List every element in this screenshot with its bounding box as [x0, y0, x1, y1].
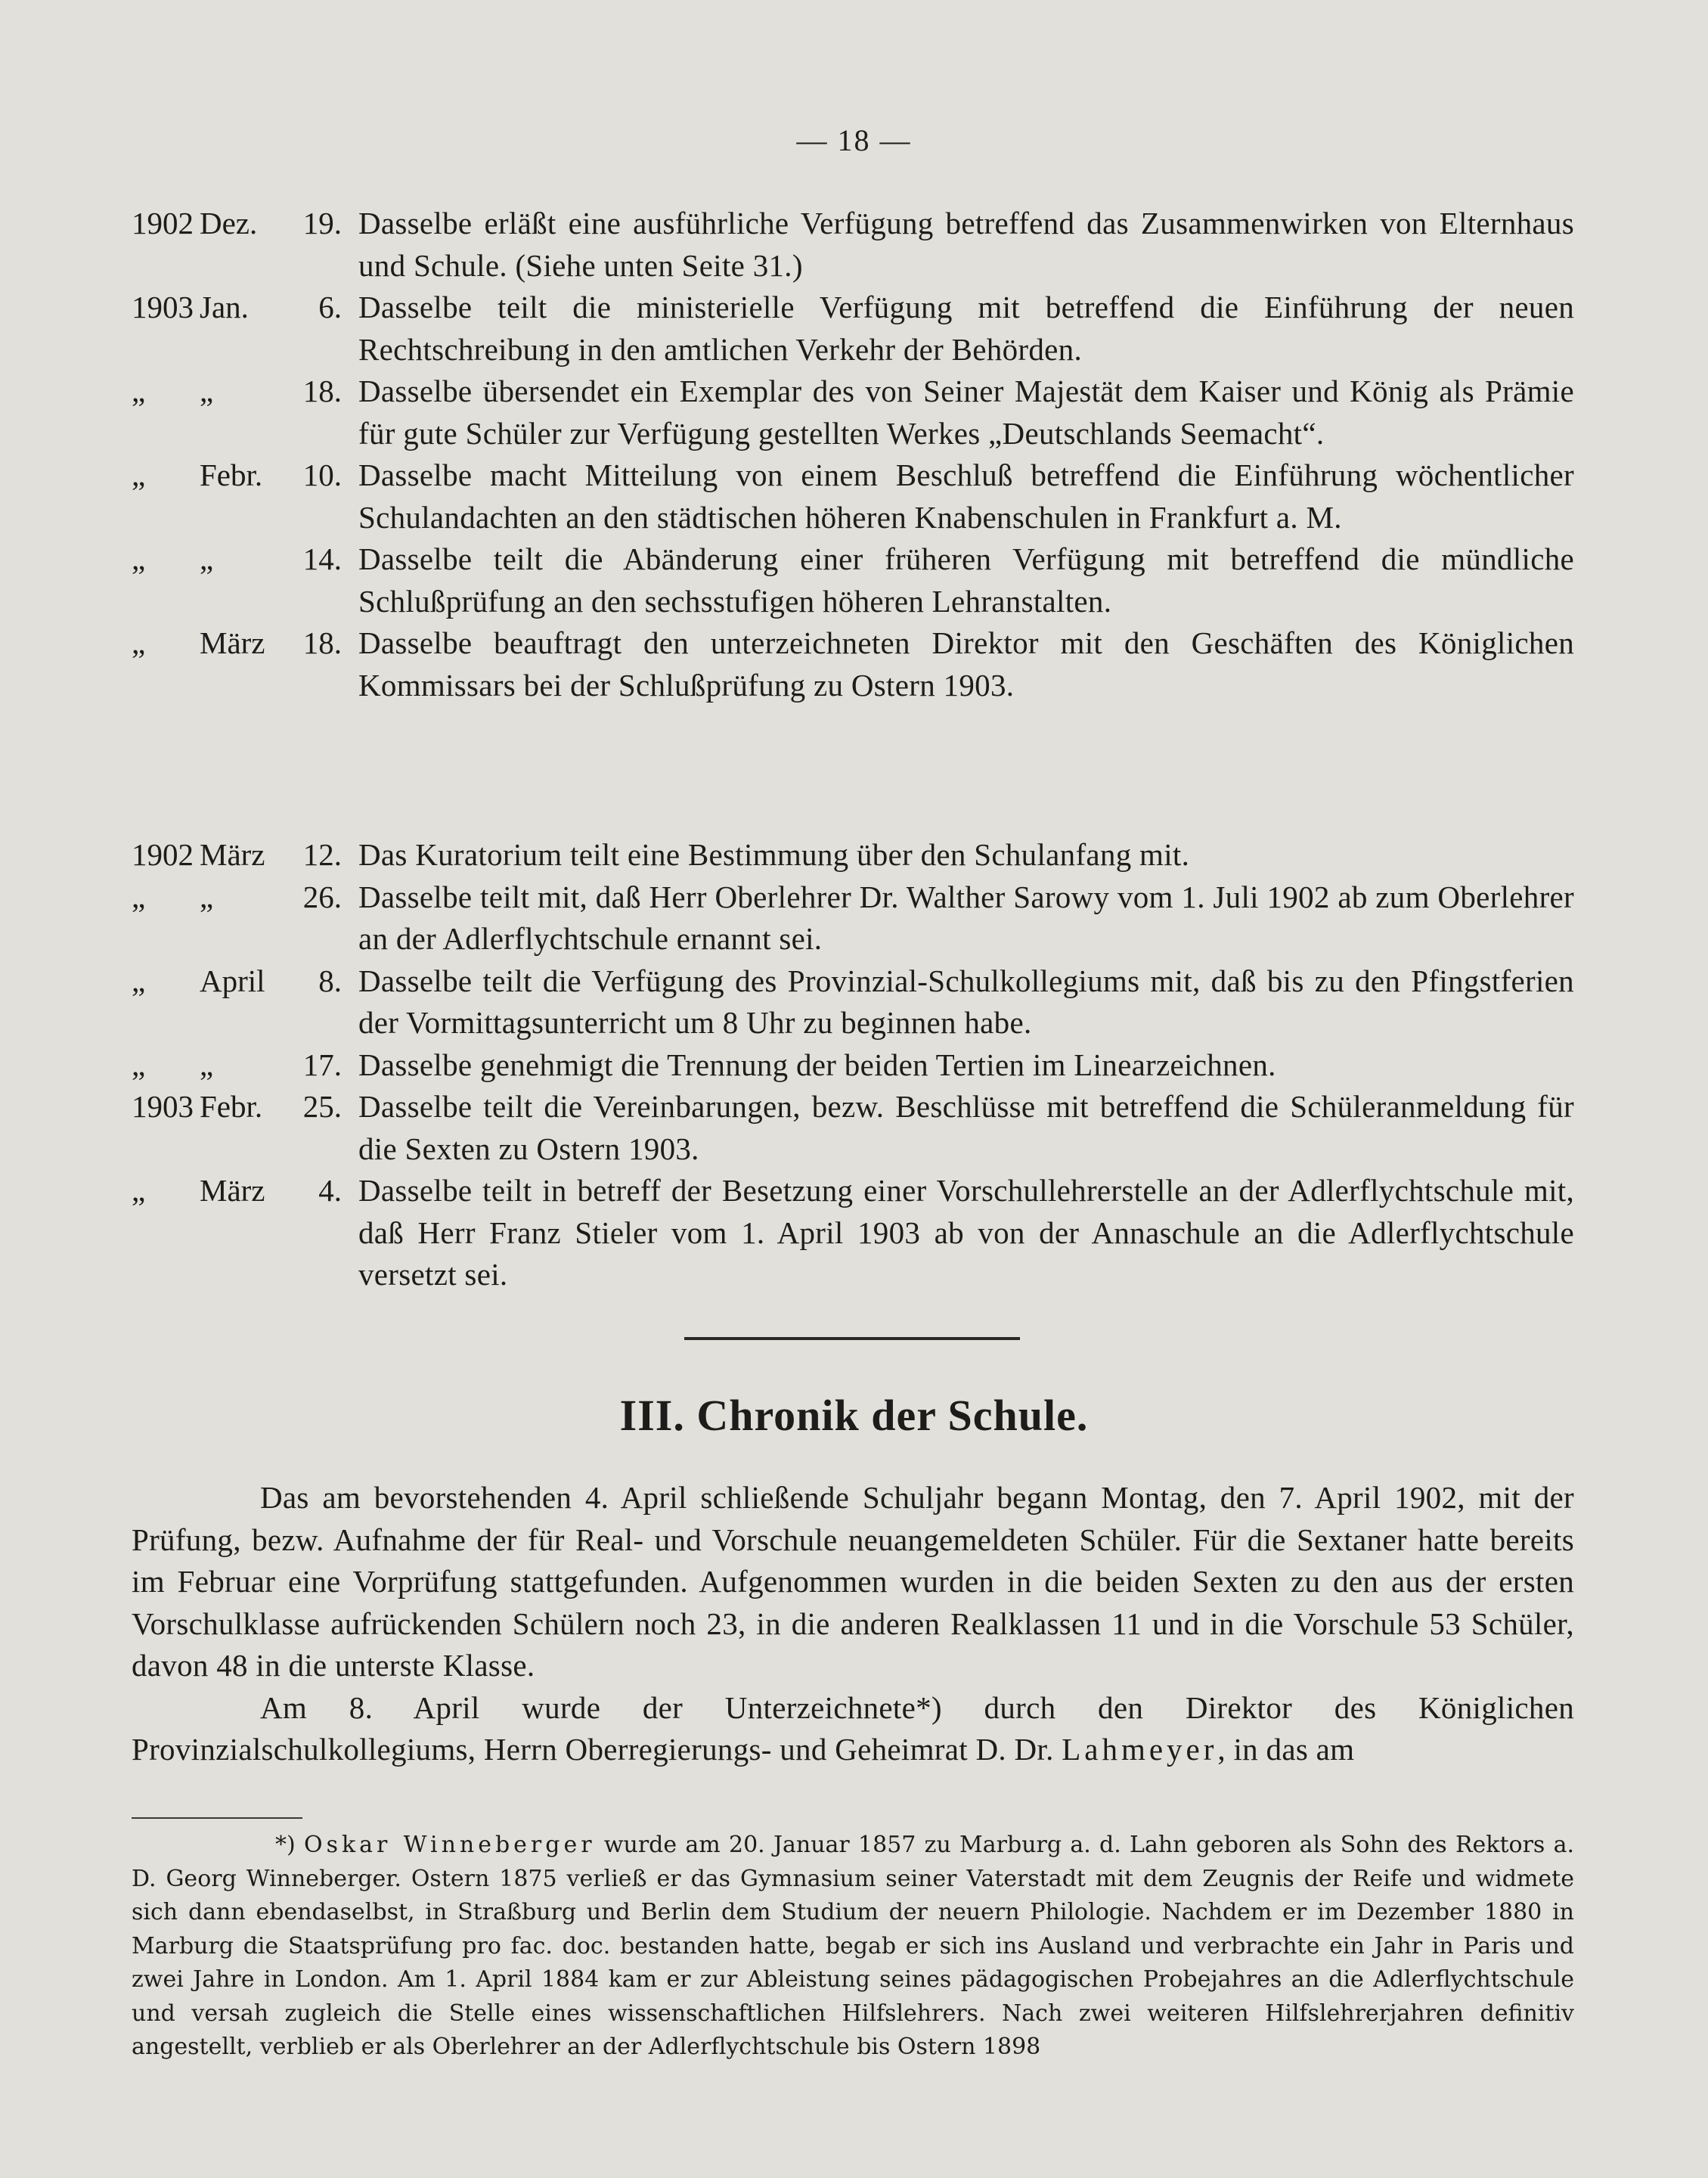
chronik-paragraph-2: [132, 1687, 1574, 1771]
entry-text: Dasselbe teilt in betreff der Besetzung einer Vorschullehrerstelle an der Adlerflychtschule mit, daß Herr Franz Stieler vom 1. April 1903 ab von der Annaschule an die Adlerflychtschule versetzt sei.: [358, 1173, 1574, 1292]
decree-entry: [132, 538, 1574, 622]
entry-year: 1902: [132, 206, 194, 240]
entry-day: 26.: [302, 879, 342, 914]
entry-date: [132, 834, 358, 876]
entry-day: 19.: [302, 206, 342, 240]
entry-month: „: [200, 879, 214, 914]
entry-year: „: [132, 879, 146, 914]
entry-month: Jan.: [200, 290, 249, 324]
entry-day: 12.: [302, 837, 342, 872]
entry-date: [132, 1170, 358, 1212]
entry-year: „: [132, 374, 146, 408]
entry-year: „: [132, 458, 146, 492]
footnote-rule: [132, 1817, 302, 1819]
entry-text: Dasselbe teilt die Vereinbarungen, bezw. Beschlüsse mit betreffend die Schüleranmeldung für die Sexten zu Ostern 1903.: [358, 1089, 1574, 1166]
entry-day: 18.: [302, 625, 342, 660]
entry-text: Dasselbe übersendet ein Exemplar des von Seiner Majestät dem Kaiser und König als Prämie für gute Schüler zur Verfügung gestellten Werkes „Deutschlands Seemacht“.: [358, 374, 1574, 451]
entry-text: Dasselbe macht Mitteilung von einem Beschluß betreffend die Einführung wöchentlicher Schulandachten an den städtischen höheren Knabenschulen in Frankfurt a. M.: [358, 458, 1574, 535]
entry-month: April: [200, 963, 265, 998]
entry-text: Dasselbe genehmigt die Trennung der beiden Tertien im Linearzeichnen.: [358, 1047, 1276, 1082]
entry-date: [132, 1044, 358, 1086]
entry-day: 17.: [302, 1047, 342, 1082]
section-heading: III. Chronik der Schule.: [619, 1391, 1089, 1440]
decree-entry: [132, 203, 1574, 287]
entry-text: Dasselbe teilt die ministerielle Verfügung mit betreffend die Einführung der neuen Rechtschreibung in den amtlichen Verkehr der Behörden.: [358, 290, 1574, 367]
entry-date: [132, 876, 358, 918]
decree-entry: [132, 876, 1574, 960]
decree-entry: [132, 622, 1574, 706]
entry-year: „: [132, 1173, 146, 1208]
chronik-body: [132, 1477, 1574, 1771]
decree-list-provinzialschulkollegium: [132, 203, 1574, 706]
entry-month: Dez.: [200, 206, 258, 240]
decree-entry: [132, 1044, 1574, 1087]
entry-day: 14.: [302, 541, 342, 576]
entry-year: „: [132, 541, 146, 576]
entry-day: 4.: [318, 1173, 342, 1208]
entry-month: „: [200, 541, 214, 576]
entry-date: [132, 371, 358, 412]
entry-day: 18.: [302, 374, 342, 408]
chronik-p2-name: Lahmeyer: [1062, 1732, 1218, 1767]
decree-entry: [132, 1170, 1574, 1296]
decree-entry: [132, 455, 1574, 538]
entry-year: 1903: [132, 290, 194, 324]
entry-month: März: [200, 837, 265, 872]
entry-text: Dasselbe teilt mit, daß Herr Oberlehrer Dr. Walther Sarowy vom 1. Juli 1902 ab zum Oberlehrer an der Adlerflychtschule ernannt sei.: [358, 879, 1574, 956]
entry-month: März: [200, 625, 265, 660]
footnote: [132, 1829, 1574, 2065]
entry-date: [132, 287, 358, 328]
entry-month: „: [200, 374, 214, 408]
decree-entry: [132, 960, 1574, 1044]
decree-entry: [132, 287, 1574, 371]
entry-date: [132, 960, 358, 1002]
decree-entry: [132, 1086, 1574, 1170]
decree-entry: [132, 371, 1574, 455]
entry-date: [132, 1086, 358, 1128]
entry-text: Dasselbe beauftragt den unterzeichneten Direktor mit den Geschäften des Königlichen Kommissars bei der Schlußprüfung zu Ostern 1903.: [358, 625, 1574, 703]
footnote-text: wurde am 20. Januar 1857 zu Marburg a. d. Lahn geboren als Sohn des Rektors a. D. Georg Winneberger. Ostern 1875 verließ er das Gymnasium seiner Vaterstadt mit dem Zeugnis der Reife und widmete sich dann ebendaselbst, in Straßburg und Berlin dem Studium der neuern Philologie. Nachdem er im Dezember 1880 in Marburg die Staatsprüfung pro fac. doc. bestanden hatte, begab er sich ins Ausland und verbrachte ein Jahr in Paris und zwei Jahre in London. Am 1. April 1884 kam er zur Ableistung seines pädagogischen Probejahres an die Adlerflychtschule und versah zugleich die Stelle eines wissenschaftlichen Hilfslehrers. Nach zwei weiteren Hilfslehrerjahren definitiv angestellt, verblieb er als Oberlehrer an der Adlerflychtschule bis Ostern 1898: [132, 1832, 1575, 2060]
entry-day: 8.: [318, 963, 342, 998]
chronik-p2-start: Am 8. April wurde der Unterzeichnete*) durch den Direktor des Königlichen Provinzialschulkollegiums, Herrn Oberregierungs- und Geheimrat D. Dr.: [132, 1689, 1574, 1767]
entry-date: [132, 538, 358, 580]
entry-date: [132, 455, 358, 496]
entry-text: Dasselbe teilt die Abänderung einer früheren Verfügung mit betreffend die mündliche Schlußprüfung an den sechsstufigen höheren Lehranstalten.: [358, 541, 1574, 619]
entry-year: „: [132, 1047, 146, 1082]
entry-year: „: [132, 963, 146, 998]
chronik-paragraph-1: Das am bevorstehenden 4. April schließende Schuljahr begann Montag, den 7. April 1902, mit der Prüfung, bezw. Aufnahme der für Real- und Vorschule neuangemeldeten Schüler. Für die Sextaner hatte bereits im Februar eine Vorprüfung stattgefunden. Aufgenommen wurden in die beiden Sexten zu den aus der ersten Vorschulklasse aufrückenden Schülern noch 23, in die anderen Realklassen 11 und in die Vorschule 53 Schüler, davon 48 in die unterste Klasse.: [132, 1480, 1574, 1683]
entry-year: 1902: [132, 837, 194, 872]
chronik-p2-end: , in das am: [1217, 1732, 1355, 1767]
section-divider: [684, 1337, 1020, 1340]
entry-month: Febr.: [200, 458, 263, 492]
entry-text: Das Kuratorium teilt eine Bestimmung über den Schulanfang mit.: [358, 837, 1190, 872]
entry-month: März: [200, 1173, 265, 1208]
entry-year: 1903: [132, 1089, 194, 1124]
entry-month: „: [200, 1047, 214, 1082]
decree-list-kuratorium: [132, 834, 1574, 1296]
footnote-name: Oskar Winneberger: [304, 1832, 596, 1858]
entry-text: Dasselbe erläßt eine ausführliche Verfügung betreffend das Zusammenwirken von Elternhaus und Schule. (Siehe unten Seite 31.): [358, 206, 1574, 283]
decree-entry: [132, 834, 1574, 876]
entry-year: „: [132, 625, 146, 660]
entry-text: Dasselbe teilt die Verfügung des Provinzial-Schulkollegiums mit, daß bis zu den Pfingstferien der Vormittagsunterricht um 8 Uhr zu beginnen habe.: [358, 963, 1574, 1040]
entry-month: Febr.: [200, 1089, 263, 1124]
page-number: — 18 —: [796, 123, 912, 157]
footnote-paragraph: [132, 1829, 1574, 2065]
entry-day: 25.: [302, 1089, 342, 1124]
entry-day: 6.: [318, 290, 342, 324]
entry-day: 10.: [302, 458, 342, 492]
entry-date: [132, 622, 358, 664]
entry-date: [132, 203, 358, 244]
footnote-marker: *): [275, 1832, 296, 1858]
